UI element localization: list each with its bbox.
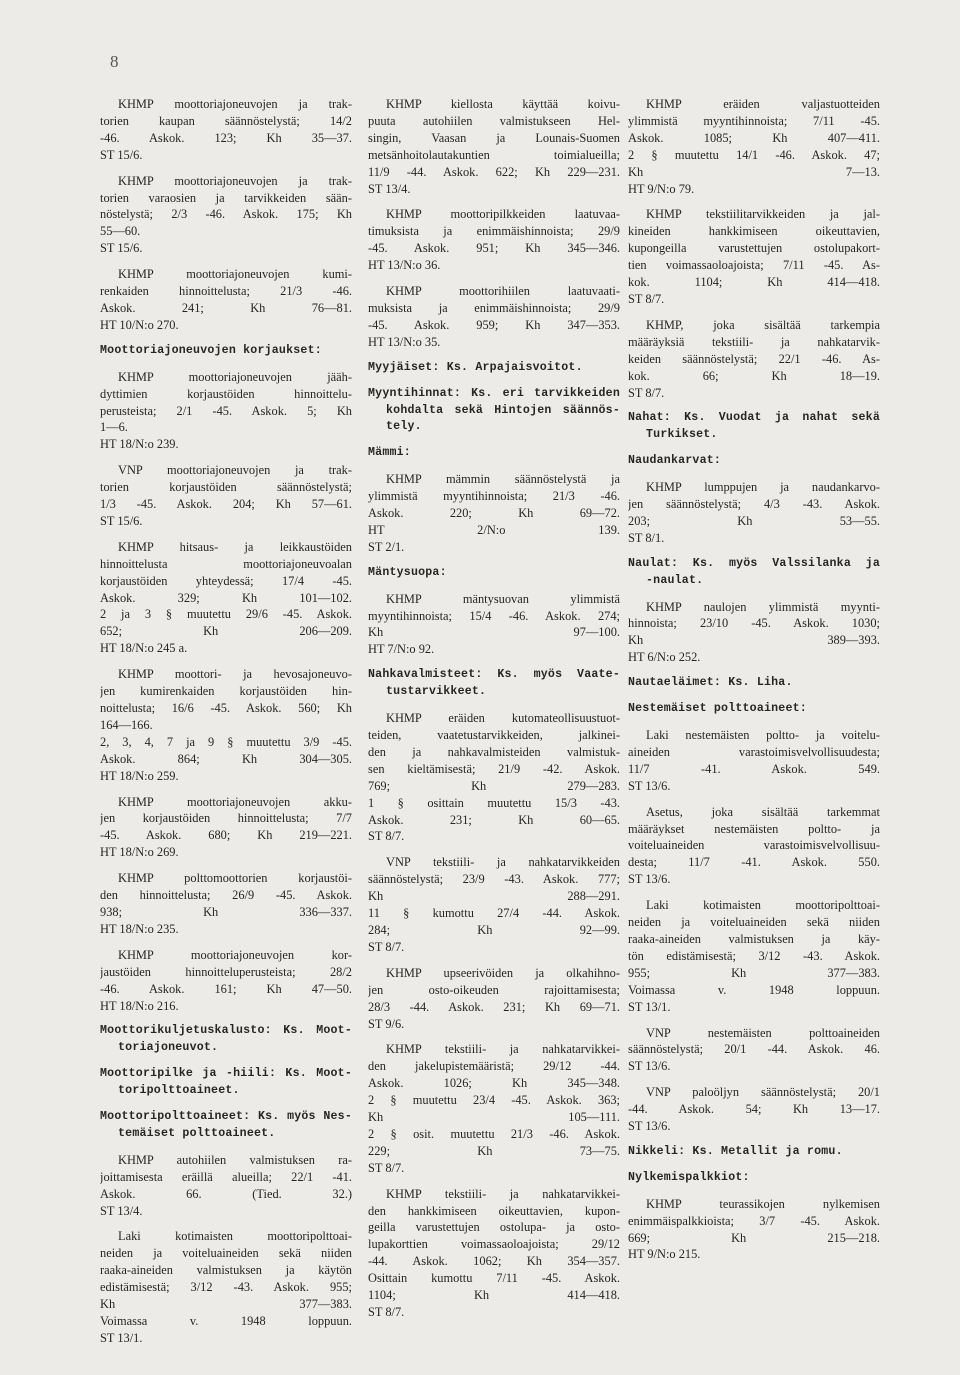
text-line: Moottoripolttoaineet: Ks. myös Nes- bbox=[100, 1110, 352, 1124]
text-line: -44. Askok. 54; Kh 13—17. bbox=[628, 1102, 880, 1117]
index-entry bbox=[100, 947, 352, 1015]
text-line: 2 § muutettu 23/4 -45. Askok. 363; bbox=[368, 1093, 620, 1108]
text-line: raaka-aineiden valmistuksen ja käy- bbox=[628, 931, 880, 946]
index-entry bbox=[100, 462, 352, 530]
text-line: renkaiden hinnoittelusta; 21/3 -46. bbox=[100, 284, 352, 299]
text-line: Askok. 220; Kh 69—72. bbox=[368, 506, 620, 521]
text-line: singin, Vaasan ja Lounais-Suomen bbox=[368, 130, 620, 145]
text-line: Askok. 1026; Kh 345—348. bbox=[368, 1076, 620, 1091]
index-entry bbox=[368, 96, 620, 197]
text-line: Laki nestemäisten poltto- ja voitelu- bbox=[646, 728, 880, 742]
text-line: ST 8/7. bbox=[368, 939, 405, 954]
text-line: Kh 288—291. bbox=[368, 889, 620, 904]
text-line: Askok. 329; Kh 101—102. bbox=[100, 590, 352, 605]
text-line: KHMP moottorihiilen laatuvaati- bbox=[386, 284, 620, 299]
text-line: 11/7 -41. Askok. 549. bbox=[628, 761, 880, 776]
text-line: 938; Kh 336—337. bbox=[100, 904, 352, 919]
text-line: Mämmi: bbox=[368, 446, 411, 460]
text-line: Nikkeli: Ks. Metallit ja romu. bbox=[628, 1144, 843, 1158]
text-line: HT 9/N:o 215. bbox=[628, 1247, 701, 1262]
text-line: 55—60. bbox=[100, 224, 141, 239]
text-line: VNP tekstiili- ja nahkatarvikkeiden bbox=[386, 855, 620, 870]
text-line: raaka-aineiden valmistuksen ja käytön bbox=[100, 1263, 352, 1278]
text-line: KHMP teurassikojen nylkemisen bbox=[646, 1196, 880, 1211]
text-line: puuta autohiilen valmistukseen Hel- bbox=[368, 113, 620, 128]
text-line: metsänhoitolautakuntien toimialueilla; bbox=[368, 147, 620, 162]
text-line: ST 13/1. bbox=[100, 1330, 143, 1345]
text-line: KHMP autohiilen valmistuksen ra- bbox=[118, 1152, 352, 1167]
text-line: Nautaeläimet: Ks. Liha. bbox=[628, 676, 793, 690]
text-line: lupakorttien voimassaoloajoista; 29/12 bbox=[368, 1237, 620, 1252]
index-entry bbox=[100, 1152, 352, 1220]
text-line: KHMP moottoriajoneuvojen kumi- bbox=[118, 267, 352, 282]
text-line: 2 § muutettu 14/1 -46. Askok. 47; bbox=[628, 147, 880, 162]
text-line: muksista ja enimmäishinnoista; 29/9 bbox=[368, 300, 620, 315]
text-line: ST 8/7. bbox=[368, 1160, 405, 1175]
index-entry bbox=[100, 794, 352, 862]
text-line: ST 2/1. bbox=[368, 539, 405, 554]
text-line: ST 8/7. bbox=[368, 1305, 405, 1319]
index-entry bbox=[368, 1041, 620, 1176]
text-line: Kh 7—13. bbox=[628, 164, 880, 179]
text-line: kohdalta sekä Hintojen säännös- bbox=[386, 403, 620, 417]
index-entry bbox=[368, 283, 620, 351]
text-line: jaustöiden hinnoitteluperusteista; 28/2 bbox=[100, 964, 352, 979]
text-line: keiden säännöstelystä; 22/1 -46. As- bbox=[628, 351, 880, 366]
text-line: Laki kotimaisten moottoripolttoai- bbox=[646, 898, 880, 913]
text-line: Voimassa v. 1948 loppuun. bbox=[100, 1314, 352, 1328]
text-line: toriajoneuvot. bbox=[118, 1041, 219, 1055]
text-line: 769; Kh 279—283. bbox=[368, 778, 620, 793]
text-line: HT 18/N:o 245 a. bbox=[100, 641, 188, 656]
text-line: ST 9/6. bbox=[368, 1016, 405, 1031]
text-line: 1/3 -45. Askok. 204; Kh 57—61. bbox=[100, 497, 352, 512]
text-line: määräykset nestemäisten poltto- ja bbox=[628, 821, 880, 836]
text-line: 1—6. bbox=[100, 420, 128, 435]
text-line: Turkikset. bbox=[646, 428, 718, 442]
index-heading bbox=[628, 701, 880, 718]
text-line: 229; Kh 73—75. bbox=[368, 1143, 620, 1158]
text-line: ST 15/6. bbox=[100, 147, 143, 162]
index-entry bbox=[100, 96, 352, 164]
text-line: määräyksiä tekstiili- ja nahkatarvik- bbox=[628, 334, 880, 349]
text-line: torien varaosien ja tarvikkeiden sään- bbox=[100, 190, 352, 205]
text-line: den jakelupistemääristä; 29/12 -44. bbox=[368, 1059, 620, 1074]
text-line: 2, 3, 4, 7 ja 9 § muutettu 3/9 -45. bbox=[100, 734, 352, 749]
index-heading bbox=[628, 1170, 880, 1187]
text-line: KHMP moottoriajoneuvojen ja trak- bbox=[118, 97, 352, 111]
text-line: edistämisestä; 3/12 -43. Askok. 955; bbox=[100, 1280, 352, 1295]
text-line: Moottoriajoneuvojen korjaukset: bbox=[100, 343, 322, 357]
text-line: HT 6/N:o 252. bbox=[628, 650, 701, 665]
text-line: KHMP moottoriajoneuvojen akku- bbox=[118, 794, 352, 809]
text-line: temäiset polttoaineet. bbox=[118, 1126, 276, 1140]
index-heading bbox=[368, 360, 620, 377]
text-line: ST 13/6. bbox=[628, 778, 671, 793]
text-line: Askok. 66. (Tied. 32.) bbox=[100, 1186, 352, 1201]
text-line: korjaustöiden yhteydessä; 17/4 -45. bbox=[100, 573, 352, 588]
text-line: säännöstelystä; 23/9 -43. Askok. 777; bbox=[368, 872, 620, 887]
index-heading bbox=[628, 453, 880, 470]
index-heading bbox=[100, 1109, 352, 1143]
text-line: HT 18/N:o 259. bbox=[100, 768, 179, 783]
text-line: ST 8/1. bbox=[628, 530, 665, 545]
text-line: säännöstelystä; 20/1 -44. Askok. 46. bbox=[628, 1042, 880, 1057]
index-entry bbox=[628, 897, 880, 1015]
index-heading bbox=[628, 556, 880, 590]
text-line: HT 13/N:o 36. bbox=[368, 258, 441, 273]
text-line: KHMP naulojen ylimmistä myynti- bbox=[646, 599, 880, 614]
text-line: tien voimassaoloajoista; 7/11 -45. As- bbox=[628, 258, 880, 273]
index-column-3 bbox=[628, 96, 880, 1272]
text-line: -46. Askok. 161; Kh 47—50. bbox=[100, 981, 352, 996]
text-line: KHMP moottoriajoneuvojen kor- bbox=[118, 947, 352, 962]
text-line: Voimassa v. 1948 loppuun. bbox=[628, 982, 880, 997]
text-line: KHMP tekstiilitarvikkeiden ja jal- bbox=[646, 207, 880, 222]
text-line: KHMP eräiden kutomateollisuustuot- bbox=[386, 711, 620, 726]
text-line: ST 13/6. bbox=[628, 872, 671, 887]
index-entry bbox=[628, 1084, 880, 1135]
text-line: hinnoista; 23/10 -45. Askok. 1030; bbox=[628, 616, 880, 631]
text-line: ST 8/7. bbox=[628, 291, 665, 306]
text-line: jen kumirenkaiden korjaustöiden hin- bbox=[100, 684, 352, 699]
text-line: den hinnoittelusta; 26/9 -45. Askok. bbox=[100, 888, 352, 903]
text-line: HT 18/N:o 216. bbox=[100, 998, 179, 1013]
text-line: Moottoripilke ja -hiili: Ks. Moot- bbox=[100, 1067, 352, 1081]
text-line: VNP palоöljyn säännöstelystä; 20/1 bbox=[646, 1085, 880, 1100]
text-line: -naulat. bbox=[646, 573, 704, 587]
text-line: HT 2/N:o 139. bbox=[368, 522, 620, 537]
text-line: Kh 389—393. bbox=[628, 633, 880, 648]
text-line: HT 18/N:o 269. bbox=[100, 845, 179, 860]
text-line: ST 13/4. bbox=[100, 1203, 143, 1218]
text-line: jen säännöstelystä; 4/3 -43. Askok. bbox=[628, 497, 880, 512]
text-line: 2 ja 3 § muutettu 29/6 -45. Askok. bbox=[100, 607, 352, 622]
text-line: ST 13/6. bbox=[628, 1119, 671, 1134]
text-line: KHMP tekstiili- ja nahkatarvikkei- bbox=[386, 1042, 620, 1057]
index-entry bbox=[100, 666, 352, 784]
index-entry bbox=[368, 206, 620, 274]
index-entry bbox=[100, 1228, 352, 1346]
text-line: KHMP moottoriajoneuvojen ja trak- bbox=[118, 173, 352, 188]
text-line: ST 15/6. bbox=[100, 241, 143, 256]
text-line: kok. 1104; Kh 414—418. bbox=[628, 275, 880, 290]
index-entry bbox=[368, 591, 620, 659]
text-line: HT 7/N:o 92. bbox=[368, 642, 435, 657]
text-line: tustarvikkeet. bbox=[386, 685, 487, 699]
text-line: Kh 105—111. bbox=[368, 1110, 620, 1125]
text-line: Naudankarvat: bbox=[628, 454, 722, 468]
text-line: Myyjäiset: Ks. Arpajaisvoitot. bbox=[368, 360, 583, 374]
index-column-2 bbox=[368, 96, 620, 1330]
text-line: KHMP tekstiili- ja nahkatarvikkei- bbox=[386, 1186, 620, 1201]
text-line: desta; 11/7 -41. Askok. 550. bbox=[628, 855, 880, 870]
text-line: Nestemäiset polttoaineet: bbox=[628, 702, 807, 716]
index-entry bbox=[100, 266, 352, 334]
text-line: KHMP upseerivöiden ja olkahihno- bbox=[386, 965, 620, 980]
index-column-1 bbox=[100, 96, 352, 1356]
index-entry bbox=[628, 206, 880, 307]
index-entry bbox=[628, 317, 880, 402]
text-line: Naulat: Ks. myös Valssilanka ja bbox=[628, 556, 880, 570]
index-entry bbox=[628, 1196, 880, 1264]
text-line: -46. Askok. 123; Kh 35—37. bbox=[100, 130, 352, 145]
text-line: voiteluaineiden varastoimisvelvollisuu- bbox=[628, 838, 880, 853]
index-entry bbox=[368, 471, 620, 556]
text-line: ST 8/7. bbox=[628, 385, 665, 400]
text-line: Kh 97—100. bbox=[368, 625, 620, 640]
index-entry bbox=[368, 710, 620, 845]
text-line: neiden ja voiteluaineiden sekä niiden bbox=[100, 1246, 352, 1261]
text-line: ylimmistä myyntihinnoista; 7/11 -45. bbox=[628, 113, 880, 128]
index-entry bbox=[368, 1186, 620, 1321]
text-line: KHMP kiellosta käyttää koivu- bbox=[386, 97, 620, 111]
text-line: Laki kotimaisten moottoripolttoai- bbox=[118, 1229, 352, 1244]
text-line: HT 18/N:o 235. bbox=[100, 921, 179, 936]
text-line: 284; Kh 92—99. bbox=[368, 922, 620, 937]
text-line: 11/9 -44. Askok. 622; Kh 229—231. bbox=[368, 164, 620, 179]
index-heading bbox=[100, 1066, 352, 1100]
text-line: enimmäispalkkioista; 3/7 -45. Askok. bbox=[628, 1213, 880, 1228]
text-line: -45. Askok. 951; Kh 345—346. bbox=[368, 241, 620, 256]
text-line: dyttimien korjaustöiden hinnoittelu- bbox=[100, 386, 352, 401]
index-heading bbox=[628, 1144, 880, 1161]
text-line: ylimmistä myyntihinnoista; 21/3 -46. bbox=[368, 489, 620, 504]
text-line: jen osto-oikeuden rajoittamisesta; bbox=[368, 982, 620, 997]
text-line: ST 13/1. bbox=[628, 999, 671, 1014]
text-line: Myyntihinnat: Ks. eri tarvikkeiden bbox=[368, 386, 620, 400]
text-line: Moottorikuljetuskalusto: Ks. Moot- bbox=[100, 1024, 352, 1038]
text-line: 28/3 -44. Askok. 231; Kh 69—71. bbox=[368, 999, 620, 1014]
index-entry bbox=[628, 727, 880, 795]
text-line: torien korjaustöiden säännöstelystä; bbox=[100, 480, 352, 495]
text-line: KHMP mäntysuovan ylimmistä bbox=[386, 591, 620, 606]
index-heading bbox=[368, 386, 620, 437]
text-line: Nahkavalmisteet: Ks. myös Vaate- bbox=[368, 668, 620, 682]
index-entry bbox=[628, 479, 880, 547]
text-line: kok. 66; Kh 18—19. bbox=[628, 368, 880, 383]
text-line: HT 9/N:o 79. bbox=[628, 181, 695, 196]
text-line: 652; Kh 206—209. bbox=[100, 624, 352, 639]
text-line: KHMP, joka sisältää tarkempia bbox=[646, 317, 880, 332]
index-entry bbox=[628, 96, 880, 197]
text-line: Mäntysuopa: bbox=[368, 565, 447, 579]
text-line: kupongeilla varustettujen ostolupakort- bbox=[628, 241, 880, 256]
index-heading bbox=[100, 1023, 352, 1057]
text-line: torien kaupan säännöstelystä; 14/2 bbox=[100, 113, 352, 128]
text-line: geilla varustettujen ostolupa- ja osto- bbox=[368, 1220, 620, 1235]
index-heading bbox=[368, 565, 620, 582]
text-line: 11 § kumottu 27/4 -44. Askok. bbox=[368, 906, 620, 921]
page-number: 8 bbox=[110, 52, 119, 71]
index-heading bbox=[628, 675, 880, 692]
index-entry bbox=[100, 870, 352, 938]
text-line: KHMP lumppujen ja naudankarvo- bbox=[646, 480, 880, 495]
text-line: ST 13/4. bbox=[368, 181, 411, 196]
text-line: ST 13/6. bbox=[628, 1059, 671, 1074]
text-line: 1104; Kh 414—418. bbox=[368, 1288, 620, 1303]
text-line: den ja nahkavalmisteiden valmistuk- bbox=[368, 744, 620, 759]
text-line: tön edistämisestä; 3/12 -43. Askok. bbox=[628, 948, 880, 963]
index-entry bbox=[100, 539, 352, 657]
text-line: KHMP polttomoottorien korjaustöi- bbox=[118, 871, 352, 886]
text-line: kineiden hankkimiseen oikeuttavien, bbox=[628, 224, 880, 239]
text-line: neiden ja voiteluaineiden sekä niiden bbox=[628, 915, 880, 930]
text-line: HT 18/N:o 239. bbox=[100, 437, 179, 452]
text-line: KHMP eräiden valjastuotteiden bbox=[646, 97, 880, 111]
index-entry bbox=[628, 599, 880, 667]
index-entry bbox=[368, 854, 620, 955]
text-line: 955; Kh 377—383. bbox=[628, 965, 880, 980]
index-entry bbox=[368, 965, 620, 1033]
text-line: HT 13/N:o 35. bbox=[368, 334, 441, 349]
index-heading bbox=[368, 667, 620, 701]
text-line: -45. Askok. 959; Kh 347—353. bbox=[368, 317, 620, 332]
text-line: joittamisesta eräillä alueilla; 22/1 -41. bbox=[100, 1169, 352, 1184]
text-line: 669; Kh 215—218. bbox=[628, 1230, 880, 1245]
text-line: noittelusta; 16/6 -45. Askok. 560; Kh bbox=[100, 701, 352, 715]
text-line: Osittain kumottu 7/11 -45. Askok. bbox=[368, 1271, 620, 1286]
index-entry bbox=[100, 173, 352, 258]
text-line: ST 15/6. bbox=[100, 513, 143, 528]
text-line: KHMP mämmin säännöstelystä ja bbox=[386, 472, 620, 487]
index-heading bbox=[100, 343, 352, 360]
text-line: timuksista ja enimmäishinnoista; 29/9 bbox=[368, 224, 620, 239]
text-line: hinnoittelusta moottoriajoneuvoalan bbox=[100, 556, 352, 571]
text-line: Askok. 241; Kh 76—81. bbox=[100, 300, 352, 315]
text-line: -45. Askok. 680; Kh 219—221. bbox=[100, 828, 352, 843]
text-line: Kh 377—383. bbox=[100, 1297, 352, 1312]
text-line: jen korjaustöiden hinnoittelusta; 7/7 bbox=[100, 811, 352, 826]
index-heading bbox=[368, 445, 620, 462]
text-line: aineiden varastoimisvelvollisuudesta; bbox=[628, 744, 880, 759]
text-line: Askok. 864; Kh 304—305. bbox=[100, 751, 352, 766]
text-line: tely. bbox=[386, 420, 422, 434]
index-entry bbox=[628, 804, 880, 889]
index-heading bbox=[628, 410, 880, 444]
text-line: Askok. 231; Kh 60—65. bbox=[368, 812, 620, 827]
text-line: VNP nestemäisten polttoaineiden bbox=[646, 1025, 880, 1040]
text-line: toripolttoaineet. bbox=[118, 1084, 240, 1098]
text-line: HT 10/N:o 270. bbox=[100, 317, 179, 332]
text-line: KHMP moottori- ja hevosajoneuvo- bbox=[118, 667, 352, 682]
text-line: Nylkemispalkkiot: bbox=[628, 1170, 750, 1184]
text-line: Askok. 1085; Kh 407—411. bbox=[628, 130, 880, 145]
text-line: KHMP moottoriajoneuvojen jääh- bbox=[118, 369, 352, 384]
text-line: 164—166. bbox=[100, 717, 153, 732]
text-line: -44. Askok. 1062; Kh 354—357. bbox=[368, 1254, 620, 1269]
text-line: Asetus, joka sisältää tarkemmat bbox=[646, 804, 880, 819]
text-line: den hankkimiseen oikeuttavien, kupon- bbox=[368, 1203, 620, 1218]
text-line: myyntihinnoista; 15/4 -46. Askok. 274; bbox=[368, 608, 620, 623]
text-line: sen kieltämisestä; 21/9 -42. Askok. bbox=[368, 761, 620, 776]
text-line: KHMP moottoripilkkeiden laatuvaa- bbox=[386, 207, 620, 222]
text-line: KHMP hitsaus- ja leikkaustöiden bbox=[118, 539, 352, 554]
text-line: Nahat: Ks. Vuodat ja nahat sekä bbox=[628, 411, 880, 425]
text-line: VNP moottoriajoneuvojen ja trak- bbox=[118, 463, 352, 478]
text-line: 2 § osit. muutettu 21/3 -46. Askok. bbox=[368, 1126, 620, 1141]
text-line: teiden, vaatetustarvikkeiden, jalkinei- bbox=[368, 728, 620, 742]
index-entry bbox=[100, 369, 352, 454]
text-line: ST 8/7. bbox=[368, 829, 405, 844]
text-line: 1 § osittain muutettu 15/3 -43. bbox=[368, 795, 620, 810]
text-line: perusteista; 2/1 -45. Askok. 5; Kh bbox=[100, 403, 352, 418]
text-line: nöstelystä; 2/3 -46. Askok. 175; Kh bbox=[100, 207, 352, 222]
index-entry bbox=[628, 1025, 880, 1076]
text-line: 203; Kh 53—55. bbox=[628, 513, 880, 528]
